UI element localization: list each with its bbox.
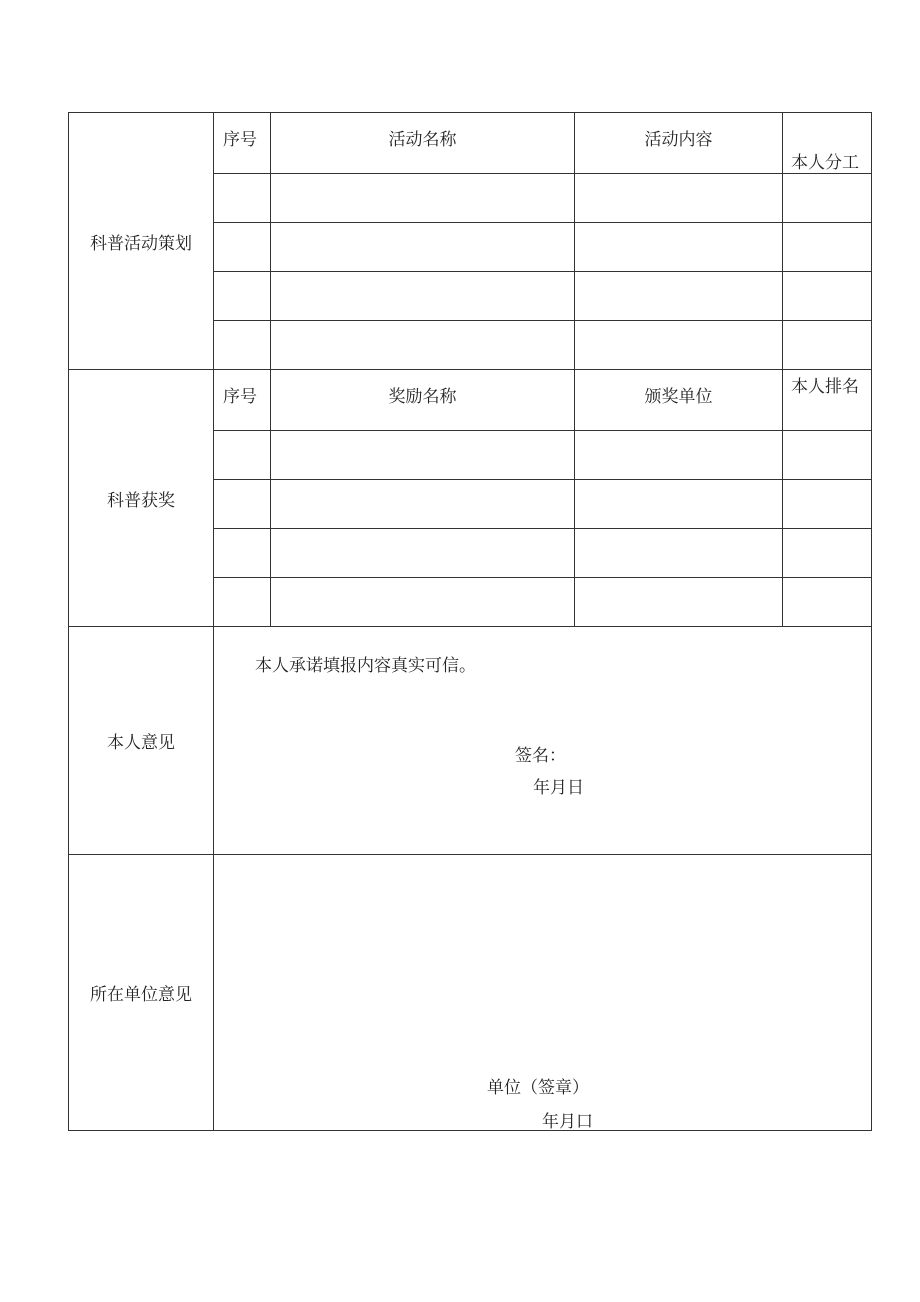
activity-seq-header: 序号 (214, 113, 271, 174)
activity-seq-cell[interactable] (214, 223, 271, 272)
awards-name-header: 奖励名称 (271, 370, 575, 431)
unit-opinion-row (69, 855, 872, 1131)
awards-seq-header: 序号 (214, 370, 271, 431)
activity-role-cell[interactable] (783, 321, 872, 370)
application-form-table (68, 112, 872, 1131)
awards-issuer-header: 颁奖单位 (575, 370, 783, 431)
personal-opinion-row (69, 627, 872, 855)
personal-opinion-label: 本人意见 (69, 627, 214, 855)
award-name-cell[interactable] (271, 529, 575, 578)
awards-rank-header: 本人排名 (783, 370, 872, 431)
award-seq-cell[interactable] (214, 529, 271, 578)
award-name-cell[interactable] (271, 480, 575, 529)
awards-section-label: 科普获奖 (69, 370, 214, 627)
award-issuer-cell[interactable] (575, 480, 783, 529)
activity-seq-cell[interactable] (214, 321, 271, 370)
award-rank-cell[interactable] (783, 529, 872, 578)
unit-opinion-content[interactable] (214, 855, 872, 1131)
activity-role-header: 本人分工 (783, 113, 872, 174)
activity-name-cell[interactable] (271, 174, 575, 223)
award-seq-cell[interactable] (214, 578, 271, 627)
activity-content-cell[interactable] (575, 223, 783, 272)
personal-date-label: 年月日 (533, 778, 584, 798)
award-issuer-cell[interactable] (575, 529, 783, 578)
unit-date-label: 年月口 (542, 1112, 593, 1132)
signature-label: 签名： (515, 746, 566, 766)
activity-content-cell[interactable] (575, 321, 783, 370)
activity-content-cell[interactable] (575, 174, 783, 223)
activity-role-cell[interactable] (783, 174, 872, 223)
award-rank-cell[interactable] (783, 480, 872, 529)
activity-role-cell[interactable] (783, 223, 872, 272)
activity-content-header: 活动内容 (575, 113, 783, 174)
activity-seq-cell[interactable] (214, 174, 271, 223)
activity-section-label: 科普活动策划 (69, 113, 214, 370)
pledge-text: 本人承诺填报内容真实可信。 (255, 656, 476, 676)
award-rank-cell[interactable] (783, 431, 872, 480)
activity-header-row (69, 113, 872, 174)
awards-header-row (69, 370, 872, 431)
award-seq-cell[interactable] (214, 431, 271, 480)
activity-content-cell[interactable] (575, 272, 783, 321)
unit-opinion-label: 所在单位意见 (69, 855, 214, 1131)
activity-seq-cell[interactable] (214, 272, 271, 321)
unit-stamp-label: 单位（签章） (487, 1078, 589, 1098)
award-issuer-cell[interactable] (575, 578, 783, 627)
activity-name-cell[interactable] (271, 272, 575, 321)
award-name-cell[interactable] (271, 578, 575, 627)
personal-opinion-content[interactable] (214, 627, 872, 855)
activity-name-cell[interactable] (271, 223, 575, 272)
activity-name-cell[interactable] (271, 321, 575, 370)
activity-name-header: 活动名称 (271, 113, 575, 174)
award-rank-cell[interactable] (783, 578, 872, 627)
award-name-cell[interactable] (271, 431, 575, 480)
award-seq-cell[interactable] (214, 480, 271, 529)
award-issuer-cell[interactable] (575, 431, 783, 480)
activity-role-cell[interactable] (783, 272, 872, 321)
